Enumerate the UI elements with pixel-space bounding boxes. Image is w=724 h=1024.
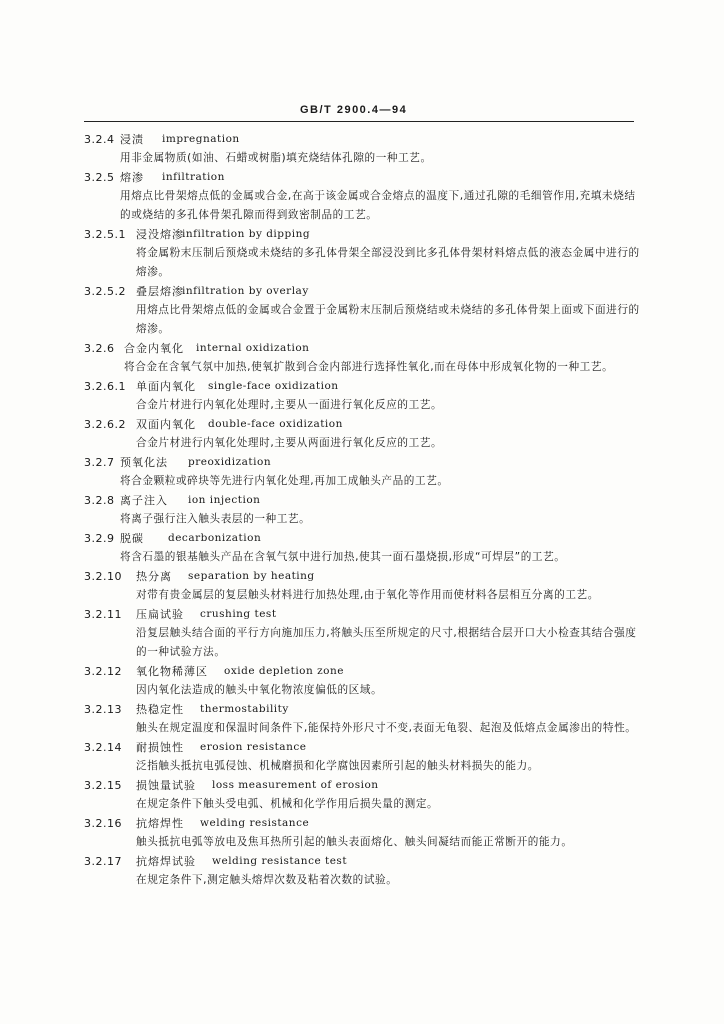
term-chinese: 浸渍 bbox=[120, 133, 144, 146]
term-definition: 将含石墨的银基触头产品在含氧气氛中进行加热,使其一面石墨烧损,形成“可焊层”的工艺。 bbox=[120, 551, 566, 563]
term-english: welding resistance test bbox=[212, 855, 348, 867]
term-definition: 将离子强行注入触头表层的一种工艺。 bbox=[120, 513, 311, 525]
term-definition: 沿复层触头结合面的平行方向施加压力,将触头压至所规定的尺寸,根据结合层开口大小检查其结合强度的一种试验方法。 bbox=[136, 627, 637, 658]
term-number: 3.2.6.2 bbox=[84, 418, 126, 431]
term-entry bbox=[84, 339, 644, 377]
term-number: 3.2.10 bbox=[84, 570, 122, 583]
term-number: 3.2.4 bbox=[84, 133, 115, 146]
term-chinese: 热稳定性 bbox=[136, 703, 184, 716]
term-number: 3.2.15 bbox=[84, 779, 122, 792]
term-english: single-face oxidization bbox=[208, 380, 339, 392]
term-chinese: 损蚀量试验 bbox=[136, 779, 196, 792]
term-entry bbox=[84, 491, 644, 529]
term-number: 3.2.8 bbox=[84, 494, 115, 507]
term-entry bbox=[84, 415, 644, 453]
term-definition: 触头抵抗电弧等放电及焦耳热所引起的触头表面熔化、触头间凝结而能正常断开的能力。 bbox=[136, 836, 573, 848]
term-entry bbox=[84, 852, 644, 890]
term-number: 3.2.6.1 bbox=[84, 380, 126, 393]
term-number: 3.2.11 bbox=[84, 608, 122, 621]
term-chinese: 抗熔焊试验 bbox=[136, 855, 196, 868]
term-chinese: 抗熔焊性 bbox=[136, 817, 184, 830]
term-list bbox=[84, 130, 644, 890]
term-definition: 触头在规定温度和保温时间条件下,能保持外形尺寸不变,表面无龟裂、起泡及低熔点金属渗出的特性。 bbox=[136, 722, 637, 734]
term-chinese: 脱碳 bbox=[120, 532, 144, 545]
term-number: 3.2.5.2 bbox=[84, 285, 126, 298]
term-entry bbox=[84, 168, 644, 225]
term-english: decarbonization bbox=[168, 532, 262, 544]
term-definition: 合金片材进行内氧化处理时,主要从一面进行氧化反应的工艺。 bbox=[136, 399, 443, 411]
term-number: 3.2.13 bbox=[84, 703, 122, 716]
term-number: 3.2.14 bbox=[84, 741, 122, 754]
term-english: ion injection bbox=[188, 494, 261, 506]
term-chinese: 浸没熔渗 bbox=[136, 228, 184, 241]
term-chinese: 单面内氧化 bbox=[136, 380, 196, 393]
term-definition: 合金片材进行内氧化处理时,主要从两面进行氧化反应的工艺。 bbox=[136, 437, 443, 449]
term-chinese: 合金内氧化 bbox=[124, 342, 184, 355]
term-chinese: 氧化物稀薄区 bbox=[136, 665, 208, 678]
term-definition: 将金属粉末压制后预烧或未烧结的多孔体骨架全部浸没到比多孔体骨架材料熔点低的液态金属中进行的熔渗。 bbox=[136, 247, 640, 278]
term-entry bbox=[84, 130, 644, 168]
term-definition: 在规定条件下,测定触头熔焊次数及粘着次数的试验。 bbox=[136, 874, 398, 886]
term-english: preoxidization bbox=[188, 456, 272, 468]
term-number: 3.2.5.1 bbox=[84, 228, 126, 241]
term-definition: 用熔点比骨架熔点低的金属或合金,在高于该金属或合金熔点的温度下,通过孔隙的毛细管作用,充填未烧结的或烧结的多孔体骨架孔隙而得到致密制品的工艺。 bbox=[120, 190, 636, 221]
term-english: double-face oxidization bbox=[208, 418, 343, 430]
term-number: 3.2.7 bbox=[84, 456, 115, 469]
term-number: 3.2.5 bbox=[84, 171, 115, 184]
standard-code: GB/T 2900.4—94 bbox=[300, 104, 408, 116]
term-english: loss measurement of erosion bbox=[212, 779, 379, 791]
term-entry bbox=[84, 567, 644, 605]
term-entry bbox=[84, 377, 644, 415]
term-chinese: 熔渗 bbox=[120, 171, 144, 184]
term-entry bbox=[84, 700, 644, 738]
term-entry bbox=[84, 282, 644, 339]
term-definition: 因内氧化法造成的触头中氧化物浓度偏低的区域。 bbox=[136, 684, 383, 696]
term-chinese: 叠层熔渗 bbox=[136, 285, 184, 298]
term-definition: 将合金在含氧气氛中加热,使氧扩散到合金内部进行选择性氧化,而在母体中形成氧化物的一种工艺。 bbox=[124, 361, 614, 373]
term-definition: 用熔点比骨架熔点低的金属或合金置于金属粉末压制后预烧结或未烧结的多孔体骨架上面或下面进行的熔渗。 bbox=[136, 304, 640, 335]
term-definition: 将合金颗粒或碎块等先进行内氧化处理,再加工成触头产品的工艺。 bbox=[120, 475, 449, 487]
term-chinese: 耐损蚀性 bbox=[136, 741, 184, 754]
term-english: impregnation bbox=[162, 133, 240, 145]
term-entry bbox=[84, 605, 644, 662]
term-entry bbox=[84, 776, 644, 814]
term-entry bbox=[84, 662, 644, 700]
term-english: internal oxidization bbox=[196, 342, 310, 354]
header-divider bbox=[84, 121, 634, 122]
term-english: thermostability bbox=[200, 703, 289, 715]
term-english: infiltration bbox=[162, 171, 225, 183]
term-english: erosion resistance bbox=[200, 741, 307, 753]
term-chinese: 离子注入 bbox=[120, 494, 168, 507]
term-number: 3.2.12 bbox=[84, 665, 122, 678]
term-english: oxide depletion zone bbox=[224, 665, 344, 677]
term-number: 3.2.16 bbox=[84, 817, 122, 830]
term-definition: 用非金属物质(如油、石蜡或树脂)填充烧结体孔隙的一种工艺。 bbox=[120, 152, 432, 164]
term-number: 3.2.6 bbox=[84, 342, 115, 355]
term-english: infiltration by overlay bbox=[182, 285, 309, 297]
term-entry bbox=[84, 453, 644, 491]
term-number: 3.2.17 bbox=[84, 855, 122, 868]
term-definition: 对带有贵金属层的复层触头材料进行加热处理,由于氧化等作用而使材料各层相互分离的工艺。 bbox=[136, 589, 599, 601]
term-number: 3.2.9 bbox=[84, 532, 115, 545]
term-entry bbox=[84, 738, 644, 776]
term-definition: 泛指触头抵抗电弧侵蚀、机械磨损和化学腐蚀因素所引起的触头材料损失的能力。 bbox=[136, 760, 539, 772]
term-english: separation by heating bbox=[188, 570, 315, 582]
term-entry bbox=[84, 814, 644, 852]
term-english: welding resistance bbox=[200, 817, 310, 829]
term-chinese: 双面内氧化 bbox=[136, 418, 196, 431]
term-english: infiltration by dipping bbox=[182, 228, 311, 240]
term-english: crushing test bbox=[200, 608, 277, 620]
term-entry bbox=[84, 529, 644, 567]
term-chinese: 压扁试验 bbox=[136, 608, 184, 621]
term-definition: 在规定条件下触头受电弧、机械和化学作用后损失量的测定。 bbox=[136, 798, 439, 810]
term-entry bbox=[84, 225, 644, 282]
term-chinese: 热分离 bbox=[136, 570, 172, 583]
term-chinese: 预氧化法 bbox=[120, 456, 168, 469]
